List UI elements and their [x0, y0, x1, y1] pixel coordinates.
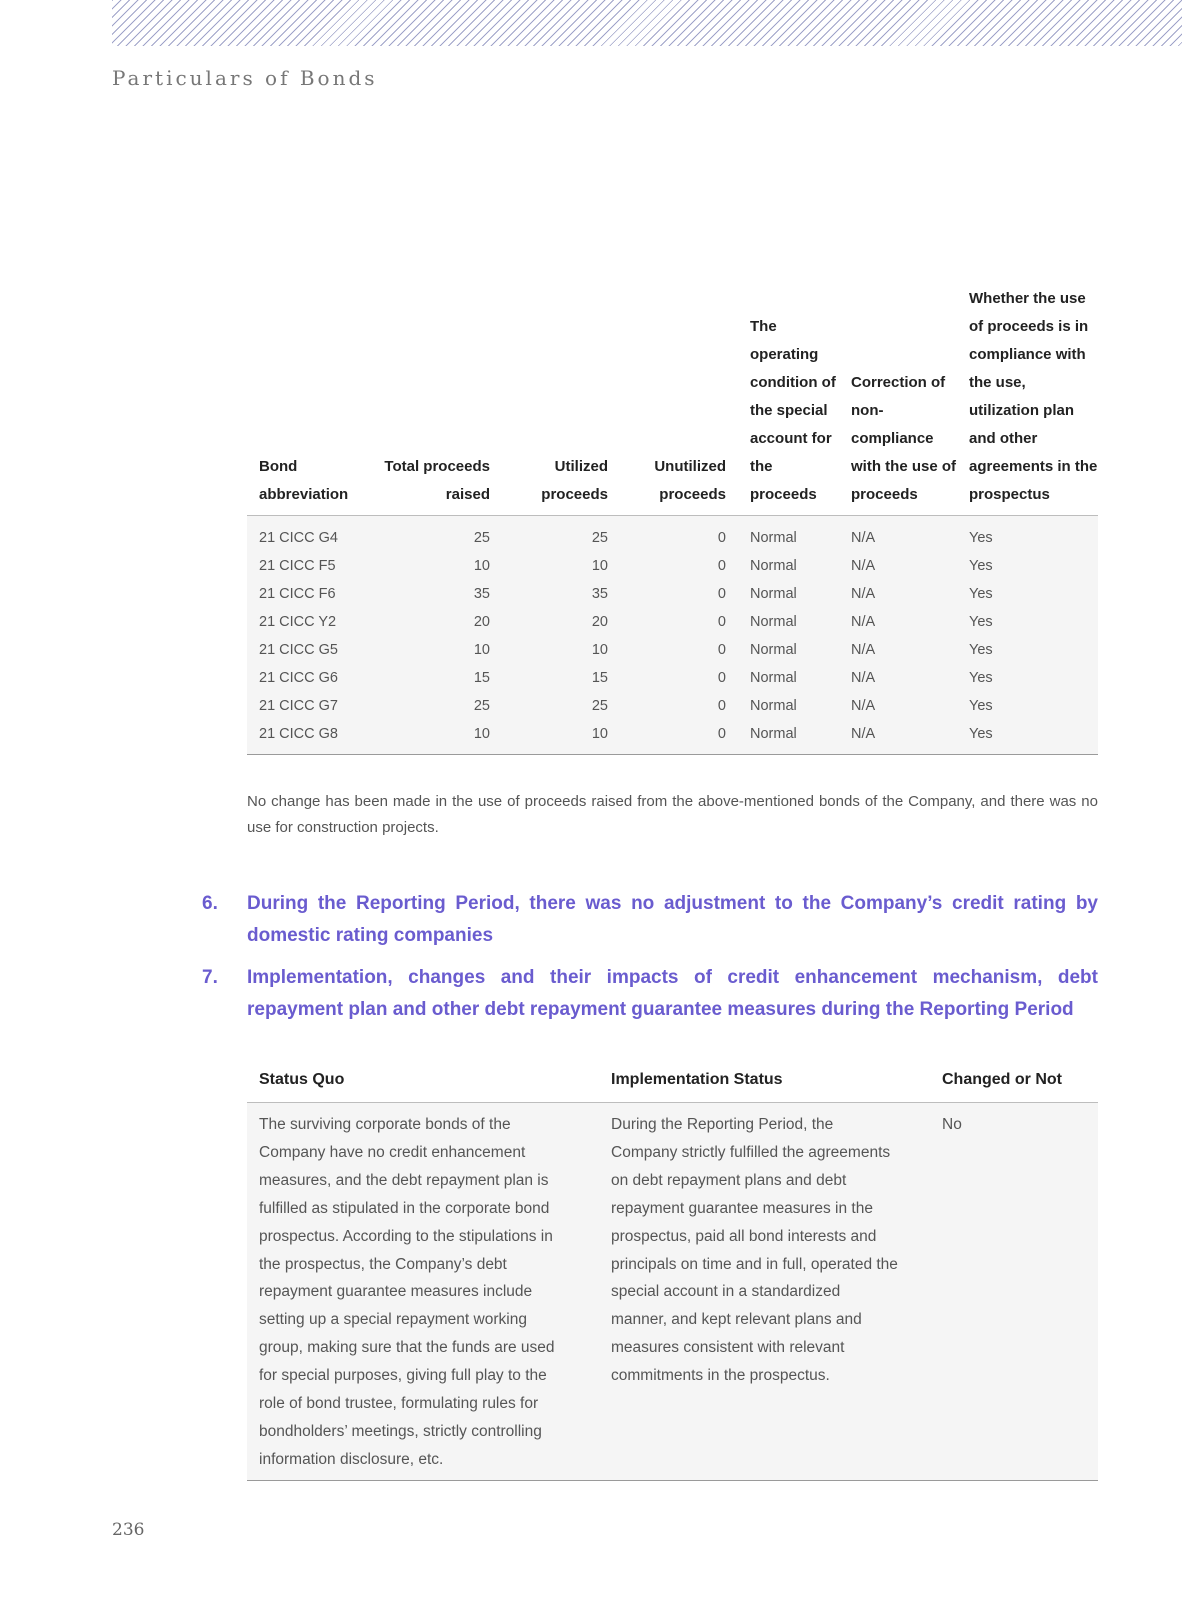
table-row — [247, 608, 1098, 636]
utilized-proceeds-cell: 25 — [502, 516, 620, 553]
unutilized-proceeds-cell: 0 — [620, 664, 738, 692]
correction-cell: N/A — [839, 552, 957, 580]
operating-condition-cell: Normal — [738, 720, 839, 755]
table-row — [247, 664, 1098, 692]
compliance-cell: Yes — [957, 516, 1098, 553]
col-unutilized-proceeds: Unutilized proceeds — [620, 285, 738, 516]
table-row — [247, 720, 1098, 755]
bond-abbreviation-cell: 21 CICC F5 — [247, 552, 383, 580]
section-heading-6 — [202, 888, 1098, 952]
unutilized-proceeds-cell: 0 — [620, 580, 738, 608]
table-row — [247, 552, 1098, 580]
operating-condition-cell: Normal — [738, 664, 839, 692]
operating-condition-cell: Normal — [738, 692, 839, 720]
operating-condition-cell: Normal — [738, 580, 839, 608]
operating-condition-cell: Normal — [738, 516, 839, 553]
unutilized-proceeds-cell: 0 — [620, 720, 738, 755]
utilized-proceeds-cell: 35 — [502, 580, 620, 608]
compliance-cell: Yes — [957, 720, 1098, 755]
unutilized-proceeds-cell: 0 — [620, 692, 738, 720]
total-proceeds-cell: 25 — [383, 516, 502, 553]
implementation-status-cell: During the Reporting Period, the Company strictly fulfilled the agreements on debt repayment plans and debt repayment guarantee measures in the prospectus, paid all bond interests and principals on time and in full, operated the special account in a standardized manner, and kept relevant plans and measures consistent with relevant commitments in the prospectus. — [599, 1103, 930, 1481]
correction-cell: N/A — [839, 608, 957, 636]
section-heading-7 — [202, 962, 1098, 1026]
bond-abbreviation-cell: 21 CICC G6 — [247, 664, 383, 692]
status-quo-cell: The surviving corporate bonds of the Company have no credit enhancement measures, and the debt repayment plan is fulfilled as stipulated in the corporate bond prospectus. According to the stipulations in the prospectus, the Company’s debt repayment guarantee measures include setting up a special repayment working group, making sure that the funds are used for special purposes, giving full play to the role of bond trustee, formulating rules for bondholders’ meetings, strictly controlling information disclosure, etc. — [247, 1103, 599, 1481]
table-row — [247, 636, 1098, 664]
bond-abbreviation-cell: 21 CICC F6 — [247, 580, 383, 608]
bond-abbreviation-cell: 21 CICC G4 — [247, 516, 383, 553]
total-proceeds-cell: 25 — [383, 692, 502, 720]
col-utilized-proceeds: Utilized proceeds — [502, 285, 620, 516]
bond-proceeds-table — [247, 285, 1098, 755]
compliance-cell: Yes — [957, 608, 1098, 636]
unutilized-proceeds-cell: 0 — [620, 552, 738, 580]
decorative-hatch-band — [112, 0, 1182, 46]
correction-cell: N/A — [839, 580, 957, 608]
proceeds-note: No change has been made in the use of proceeds raised from the above-mentioned bonds of the Company, and there was no use for construction projects. — [247, 793, 1098, 836]
unutilized-proceeds-cell: 0 — [620, 608, 738, 636]
correction-cell: N/A — [839, 720, 957, 755]
total-proceeds-cell: 10 — [383, 636, 502, 664]
section-number: 6. — [202, 893, 218, 914]
unutilized-proceeds-cell: 0 — [620, 516, 738, 553]
utilized-proceeds-cell: 20 — [502, 608, 620, 636]
utilized-proceeds-cell: 10 — [502, 720, 620, 755]
total-proceeds-cell: 10 — [383, 552, 502, 580]
col-operating-condition: The operating condition of the special account for the proceeds — [738, 285, 839, 516]
table-header-row — [247, 1068, 1098, 1103]
unutilized-proceeds-cell: 0 — [620, 636, 738, 664]
total-proceeds-cell: 10 — [383, 720, 502, 755]
utilized-proceeds-cell: 25 — [502, 692, 620, 720]
page-number: 236 — [112, 1520, 145, 1540]
compliance-cell: Yes — [957, 580, 1098, 608]
table-row — [247, 1103, 1098, 1481]
correction-cell: N/A — [839, 664, 957, 692]
changed-or-not-cell: No — [930, 1103, 1098, 1481]
bond-abbreviation-cell: 21 CICC G8 — [247, 720, 383, 755]
bond-abbreviation-cell: 21 CICC G7 — [247, 692, 383, 720]
table-header-row — [247, 285, 1098, 516]
table-row — [247, 692, 1098, 720]
col-status-quo: Status Quo — [247, 1068, 599, 1103]
utilized-proceeds-cell: 15 — [502, 664, 620, 692]
section-number: 7. — [202, 967, 218, 988]
operating-condition-cell: Normal — [738, 552, 839, 580]
compliance-cell: Yes — [957, 552, 1098, 580]
table-row — [247, 580, 1098, 608]
utilized-proceeds-cell: 10 — [502, 636, 620, 664]
utilized-proceeds-cell: 10 — [502, 552, 620, 580]
guarantee-status-table — [247, 1068, 1098, 1481]
compliance-cell: Yes — [957, 664, 1098, 692]
section-title: Implementation, changes and their impacts of credit enhancement mechanism, debt repayment plan and other debt repayment guarantee measures during the Reporting Period — [247, 967, 1098, 1020]
col-compliance: Whether the use of proceeds is in compliance with the use, utilization plan and other agreements in the prospectus — [957, 285, 1098, 516]
col-correction: Correction of non-compliance with the use of proceeds — [839, 285, 957, 516]
correction-cell: N/A — [839, 636, 957, 664]
compliance-cell: Yes — [957, 636, 1098, 664]
col-total-proceeds: Total proceeds raised — [383, 285, 502, 516]
bond-abbreviation-cell: 21 CICC G5 — [247, 636, 383, 664]
correction-cell: N/A — [839, 516, 957, 553]
col-implementation-status: Implementation Status — [599, 1068, 930, 1103]
total-proceeds-cell: 35 — [383, 580, 502, 608]
table-row — [247, 516, 1098, 553]
operating-condition-cell: Normal — [738, 636, 839, 664]
compliance-cell: Yes — [957, 692, 1098, 720]
section-title: During the Reporting Period, there was no adjustment to the Company’s credit rating by domestic rating companies — [247, 893, 1098, 946]
bond-abbreviation-cell: 21 CICC Y2 — [247, 608, 383, 636]
operating-condition-cell: Normal — [738, 608, 839, 636]
total-proceeds-cell: 15 — [383, 664, 502, 692]
section-header: Particulars of Bonds — [112, 66, 378, 90]
col-bond-abbreviation: Bond abbreviation — [247, 285, 383, 516]
col-changed-or-not: Changed or Not — [930, 1068, 1098, 1103]
total-proceeds-cell: 20 — [383, 608, 502, 636]
correction-cell: N/A — [839, 692, 957, 720]
